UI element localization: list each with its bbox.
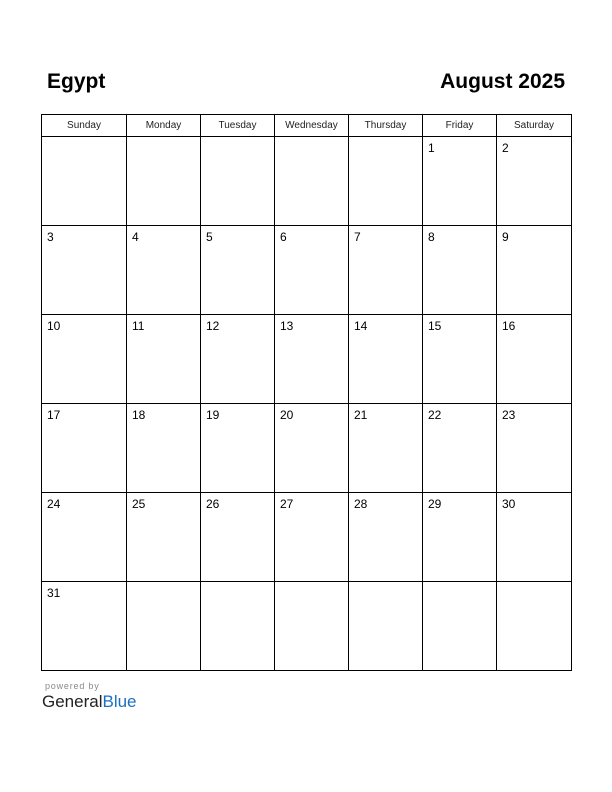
day-number: 23 bbox=[502, 408, 516, 422]
day-cell bbox=[423, 315, 497, 404]
weekday-wednesday: Wednesday bbox=[275, 115, 349, 137]
day-cell bbox=[349, 582, 423, 671]
day-cell bbox=[349, 226, 423, 315]
week-row bbox=[42, 137, 572, 226]
day-number: 4 bbox=[132, 230, 139, 244]
day-number: 9 bbox=[502, 230, 509, 244]
month-year-title: August 2025 bbox=[440, 70, 565, 93]
day-number: 5 bbox=[206, 230, 213, 244]
weekday-header-row bbox=[42, 115, 572, 137]
day-cell bbox=[497, 315, 572, 404]
day-cell bbox=[127, 582, 201, 671]
day-cell bbox=[127, 315, 201, 404]
week-row bbox=[42, 582, 572, 671]
powered-by-label: powered by bbox=[45, 681, 100, 691]
day-cell bbox=[497, 404, 572, 493]
day-cell bbox=[275, 137, 349, 226]
day-cell bbox=[275, 493, 349, 582]
day-number bbox=[275, 137, 348, 141]
day-number: 16 bbox=[502, 319, 516, 333]
day-number: 29 bbox=[428, 497, 442, 511]
day-cell bbox=[127, 226, 201, 315]
weekday-saturday: Saturday bbox=[497, 115, 572, 137]
day-cell bbox=[42, 582, 127, 671]
day-cell bbox=[42, 137, 127, 226]
week-row bbox=[42, 404, 572, 493]
day-number: 17 bbox=[47, 408, 61, 422]
day-number bbox=[42, 137, 126, 141]
day-number: 19 bbox=[206, 408, 220, 422]
brand-general: General bbox=[42, 692, 103, 711]
day-number: 18 bbox=[132, 408, 146, 422]
day-cell bbox=[275, 315, 349, 404]
calendar-header bbox=[41, 70, 571, 100]
week-row bbox=[42, 226, 572, 315]
day-number bbox=[349, 582, 422, 586]
day-cell bbox=[127, 137, 201, 226]
day-number: 14 bbox=[354, 319, 368, 333]
day-cell bbox=[275, 226, 349, 315]
weekday-tuesday: Tuesday bbox=[201, 115, 275, 137]
day-cell bbox=[497, 226, 572, 315]
day-number: 11 bbox=[132, 319, 145, 333]
calendar-grid bbox=[41, 114, 572, 671]
day-cell bbox=[349, 493, 423, 582]
day-cell bbox=[201, 315, 275, 404]
day-cell bbox=[42, 226, 127, 315]
day-number: 15 bbox=[428, 319, 442, 333]
brand-logo bbox=[42, 692, 137, 712]
weekday-friday: Friday bbox=[423, 115, 497, 137]
day-cell bbox=[497, 582, 572, 671]
day-number bbox=[423, 582, 496, 586]
brand-blue: Blue bbox=[102, 692, 137, 711]
day-cell bbox=[42, 493, 127, 582]
day-cell bbox=[201, 137, 275, 226]
day-number: 1 bbox=[428, 141, 435, 155]
day-cell bbox=[349, 137, 423, 226]
day-number: 24 bbox=[47, 497, 61, 511]
day-number: 25 bbox=[132, 497, 146, 511]
day-number: 8 bbox=[428, 230, 435, 244]
day-cell bbox=[127, 493, 201, 582]
day-number bbox=[127, 137, 200, 141]
day-number bbox=[349, 137, 422, 141]
weeks-body bbox=[42, 137, 572, 671]
day-number: 6 bbox=[280, 230, 287, 244]
day-cell bbox=[127, 404, 201, 493]
day-number: 3 bbox=[47, 230, 54, 244]
day-cell bbox=[201, 493, 275, 582]
day-cell bbox=[42, 315, 127, 404]
day-number bbox=[201, 582, 274, 586]
day-cell bbox=[423, 226, 497, 315]
day-cell bbox=[275, 582, 349, 671]
day-cell bbox=[423, 404, 497, 493]
day-cell bbox=[349, 315, 423, 404]
day-number: 31 bbox=[47, 586, 61, 600]
day-cell bbox=[275, 404, 349, 493]
day-number bbox=[275, 582, 348, 586]
day-cell bbox=[423, 137, 497, 226]
country-title: Egypt bbox=[47, 70, 106, 93]
weekday-sunday: Sunday bbox=[42, 115, 127, 137]
week-row bbox=[42, 493, 572, 582]
day-cell bbox=[497, 137, 572, 226]
day-cell bbox=[423, 582, 497, 671]
weekday-thursday: Thursday bbox=[349, 115, 423, 137]
day-number bbox=[127, 582, 200, 586]
footer bbox=[42, 681, 137, 712]
day-number: 13 bbox=[280, 319, 294, 333]
day-cell bbox=[201, 226, 275, 315]
day-number: 22 bbox=[428, 408, 442, 422]
day-number bbox=[497, 582, 571, 586]
day-cell bbox=[497, 493, 572, 582]
day-number: 21 bbox=[354, 408, 368, 422]
day-number bbox=[201, 137, 274, 141]
day-cell bbox=[423, 493, 497, 582]
day-number: 2 bbox=[502, 141, 509, 155]
day-cell bbox=[349, 404, 423, 493]
day-number: 10 bbox=[47, 319, 61, 333]
day-cell bbox=[42, 404, 127, 493]
day-number: 28 bbox=[354, 497, 368, 511]
day-number: 12 bbox=[206, 319, 220, 333]
day-cell bbox=[201, 404, 275, 493]
day-number: 27 bbox=[280, 497, 294, 511]
day-number: 7 bbox=[354, 230, 361, 244]
day-number: 26 bbox=[206, 497, 220, 511]
weekday-monday: Monday bbox=[127, 115, 201, 137]
day-number: 20 bbox=[280, 408, 294, 422]
week-row bbox=[42, 315, 572, 404]
day-number: 30 bbox=[502, 497, 516, 511]
day-cell bbox=[201, 582, 275, 671]
